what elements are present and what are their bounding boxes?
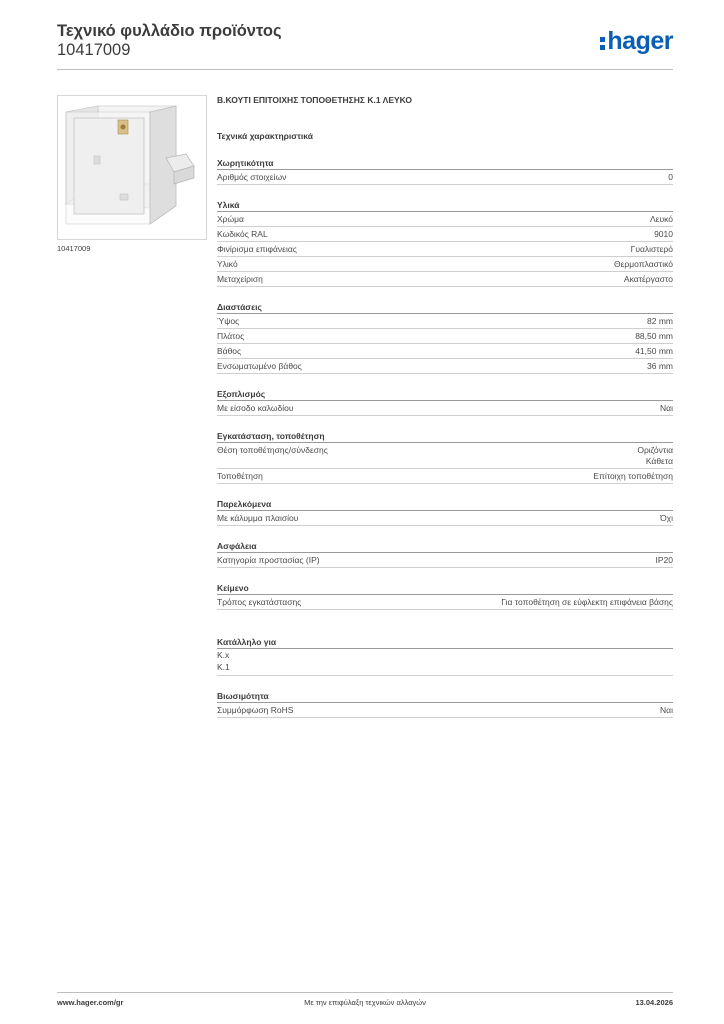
spec-value [268, 229, 673, 240]
logo-dots-icon [600, 37, 605, 50]
spec-row [217, 242, 673, 257]
group-title: Παρελκόμενα [217, 498, 673, 511]
page-footer [57, 998, 673, 1010]
logo-text: hager [607, 27, 673, 55]
spec-row [217, 401, 673, 416]
spec-value-line: Όχι [660, 513, 673, 523]
spec-value [298, 513, 673, 524]
group-title: Κείμενο [217, 582, 673, 595]
spec-value-line: Ναι [660, 403, 673, 413]
spec-label: Πλάτος [217, 331, 245, 341]
spec-label: Χρώμα [217, 214, 244, 224]
group-title: Κατάλληλο για [217, 636, 673, 649]
spec-groups [217, 157, 673, 610]
group-title: Βιωσιμότητα [217, 690, 673, 703]
spec-value-line: Οριζόντια [637, 445, 673, 455]
spec-group [217, 430, 673, 484]
spec-row [217, 227, 673, 242]
spec-value-line: Για τοποθέτηση σε εύφλεκτη επιφάνεια βάσης [501, 597, 673, 607]
sustainability-group [217, 690, 673, 718]
page-header [57, 22, 673, 70]
spec-value [286, 172, 673, 183]
spec-value [241, 346, 673, 357]
spec-content [217, 93, 673, 718]
spec-group [217, 388, 673, 416]
spec-group [217, 540, 673, 568]
spec-label: Βάθος [217, 346, 242, 356]
spec-label: Με είσοδο καλωδίου [217, 403, 294, 413]
spec-value-line: 88,50 mm [635, 331, 673, 341]
spec-row [217, 314, 673, 329]
spec-row [217, 703, 673, 718]
spec-value [238, 259, 673, 270]
product-name: Β.ΚΟΥΤΙ ΕΠΙΤΟΙΧΗΣ ΤΟΠΟΘΕΤΗΣΗΣ Κ.1 ΛΕΥΚΟ [217, 95, 413, 105]
suitable-for-group [217, 636, 673, 676]
spec-label: Με κάλυμμα πλαισίου [217, 513, 299, 523]
spec-value-line: IP20 [655, 555, 673, 565]
spec-row [217, 553, 673, 568]
spec-group [217, 301, 673, 374]
spec-value [244, 331, 673, 342]
spec-value-line: Θερμοπλαστικό [613, 259, 673, 269]
spec-value-line: Λευκό [650, 214, 673, 224]
spec-row [217, 272, 673, 287]
spec-value-line: Γυαλιστερό [630, 244, 673, 254]
spec-row [217, 511, 673, 526]
spec-value-line: 9010 [654, 229, 673, 239]
group-title: Υλικά [217, 199, 673, 212]
group-title: Χωρητικότητα [217, 157, 673, 170]
spec-group [217, 582, 673, 610]
sustainability-rows [217, 703, 673, 718]
spec-label: Αριθμός στοιχείων [217, 172, 287, 182]
spec-label: Τοποθέτηση [217, 471, 263, 481]
spec-row [217, 329, 673, 344]
hager-logo [600, 28, 673, 54]
spec-value-line: 0 [668, 172, 673, 182]
section-title: Τεχνικά χαρακτηριστικά [217, 131, 313, 141]
footer-note: Με την επιφύλαξη τεχνικών αλλαγών [304, 998, 426, 1007]
spec-value-line: 82 mm [647, 316, 673, 326]
footer-divider [57, 992, 673, 993]
spec-row [217, 359, 673, 374]
image-caption: 10417009 [57, 244, 91, 253]
spec-label: Τρόπος εγκατάστασης [217, 597, 302, 607]
surface-box-illustration [58, 96, 206, 239]
spec-value-line: Κάθετα [645, 456, 673, 466]
spec-row [217, 170, 673, 185]
spec-value [263, 274, 673, 285]
group-title: Ασφάλεια [217, 540, 673, 553]
suitable-for-item: K.x [217, 650, 230, 660]
spec-value [320, 555, 673, 566]
spec-value [239, 316, 673, 327]
group-title: Εξοπλισμός [217, 388, 673, 401]
document-title: Τεχνικό φυλλάδιο προϊόντος [57, 22, 282, 40]
spec-row [217, 595, 673, 610]
spec-group [217, 498, 673, 526]
spec-label: Υλικό [217, 259, 238, 269]
spec-value-line: 36 mm [647, 361, 673, 371]
spec-group [217, 199, 673, 287]
spec-label: Θέση τοποθέτησης/σύνδεσης [217, 445, 328, 455]
spec-value [301, 597, 673, 608]
suitable-for-list [217, 649, 673, 676]
spec-row [217, 257, 673, 272]
spec-row [217, 212, 673, 227]
spec-label: Ενσωματωμένο βάθος [217, 361, 302, 371]
spec-value [294, 403, 673, 414]
header-divider [57, 69, 673, 70]
spec-label: Συμμόρφωση RoHS [217, 705, 294, 715]
spec-label: Ύψος [217, 316, 240, 326]
group-title: Διαστάσεις [217, 301, 673, 314]
spec-value-line: 41,50 mm [635, 346, 673, 356]
spec-row [217, 469, 673, 484]
group-title: Εγκατάσταση, τοποθέτηση [217, 430, 673, 443]
spec-value-line: Επίτοιχη τοποθέτηση [593, 471, 673, 481]
spec-group [217, 157, 673, 185]
spec-label: Μεταχείριση [217, 274, 263, 284]
footer-date: 13.04.2026 [635, 998, 673, 1007]
spec-label: Κωδικός RAL [217, 229, 268, 239]
spec-value [297, 244, 673, 255]
spec-value [244, 214, 673, 225]
spec-label: Φινίρισμα επιφάνειας [217, 244, 297, 254]
spec-label: Κατηγορία προστασίας (IP) [217, 555, 320, 565]
spec-value-line: Ακατέργαστο [623, 274, 673, 284]
spec-value [293, 705, 673, 716]
spec-value [302, 361, 673, 372]
spec-row [217, 344, 673, 359]
suitable-for-item: K.1 [217, 662, 230, 672]
spec-value [328, 445, 673, 467]
spec-row [217, 443, 673, 469]
footer-website[interactable]: www.hager.com/gr [57, 998, 124, 1007]
document-number: 10417009 [57, 41, 131, 59]
product-image [57, 95, 207, 240]
spec-value-line: Ναι [660, 705, 673, 715]
spec-value [263, 471, 673, 482]
